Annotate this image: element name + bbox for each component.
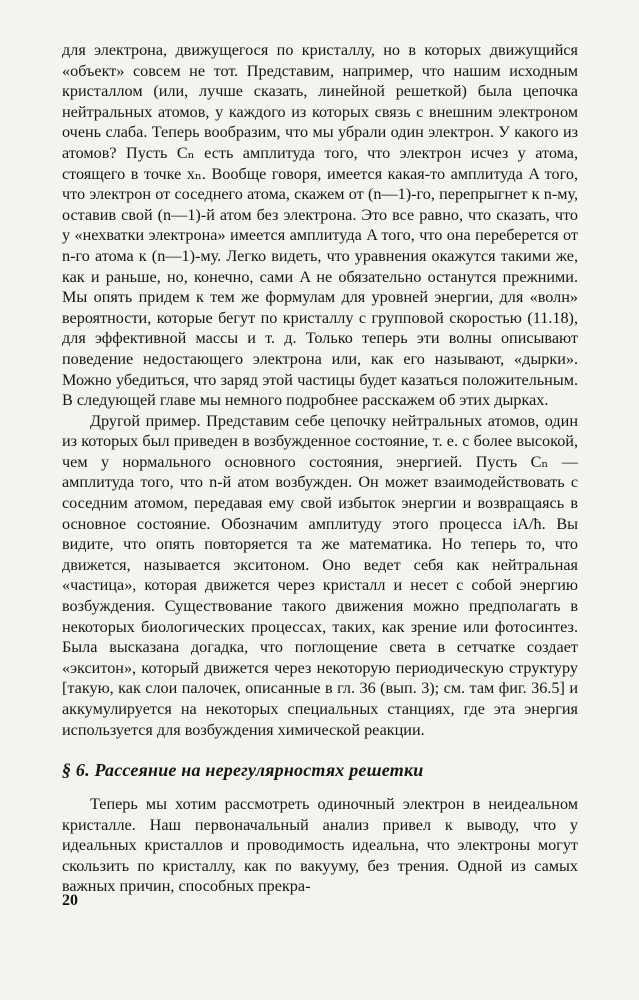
paragraph-holes: для электрона, движущегося по кристаллу, но в которых движущийся «объект» совсем не тот. Представим, например, что нашим исходным кристаллом (или, лучше сказать, линейной решеткой) была цепочка нейтральных атомов, у каждого из которых связь с внешним электроном очень слаба. Теперь вообразим, что мы убрали один электрон. У какого из атомов? Пусть Cₙ есть амплитуда того, что электрон исчез у атома, стоящего в точке xₙ. Вообще говоря, имеется какая-то амплитуда A того, что электрон от соседнего атома, скажем от (n—1)-го, перепрыгнет к n-му, оставив свой (n—1)-й атом без электрона. Это все равно, что сказать, что у «нехватки электрона» имеется амплитуда A того, что она переберется от n-го атома к (n—1)-му. Легко видеть, что уравнения окажутся такими же, как и раньше, но, конечно, сами A не обязательно останутся прежними. Мы опять придем к тем же формулам для уровней энергии, для «волн» вероятности, которые бегут по кристаллу с групповой скоростью (11.18), для эффективной массы и т. д. Только теперь эти волны описывают поведение недостающего электрона или, как его называют, «дырки». Можно убедиться, что заряд этой частицы будет казаться положительным. В следующей главе мы немного подробнее расскажем об этих дырках. — [62, 41, 578, 410]
body-text — [62, 40, 578, 740]
paragraph-imperfect-crystal: Теперь мы хотим рассмотреть одиночный электрон в неидеальном кристалле. Наш первоначальный анализ привел к выводу, что у идеальных кристаллов и проводимость идеальна, что электроны могут скользить по кристаллу, как по вакууму, без трения. Одной из самых важных причин, способных прекра- — [62, 795, 578, 896]
body-text-after-heading — [62, 794, 578, 897]
page-number: 20 — [62, 892, 78, 909]
section-heading: § 6. Рассеяние на нерегулярностях решетки — [62, 760, 424, 780]
paragraph-exciton: Другой пример. Представим себе цепочку нейтральных атомов, один из которых был приведен в возбужденное состояние, т. е. с более высокой, чем у нормального основного состояния, энергией. Пусть Cₙ — амплитуда того, что n-й атом возбужден. Он может взаимодействовать с соседним атомом, передавая ему свой избыток энергии и возвращаясь в основное состояние. Обозначим амплитуду этого процесса iA/ħ. Вы видите, что опять повторяется та же математика. Но теперь то, что движется, называется экситоном. Оно ведет себя как нейтральная «частица», которая движется через кристалл и несет с собой энергию возбуждения. Существование такого движения можно предполагать в некоторых биологических процессах, таких, как зрение или фотосинтез. Была высказана догадка, что поглощение света в сетчатке создает «экситон», который движется через некоторую периодическую структуру [такую, как слои палочек, описанные в гл. 36 (вып. 3); см. там фиг. 36.5] и аккумулируется на некоторых специальных станциях, где эта энергия используется для возбуждения химической реакции. — [62, 411, 578, 739]
